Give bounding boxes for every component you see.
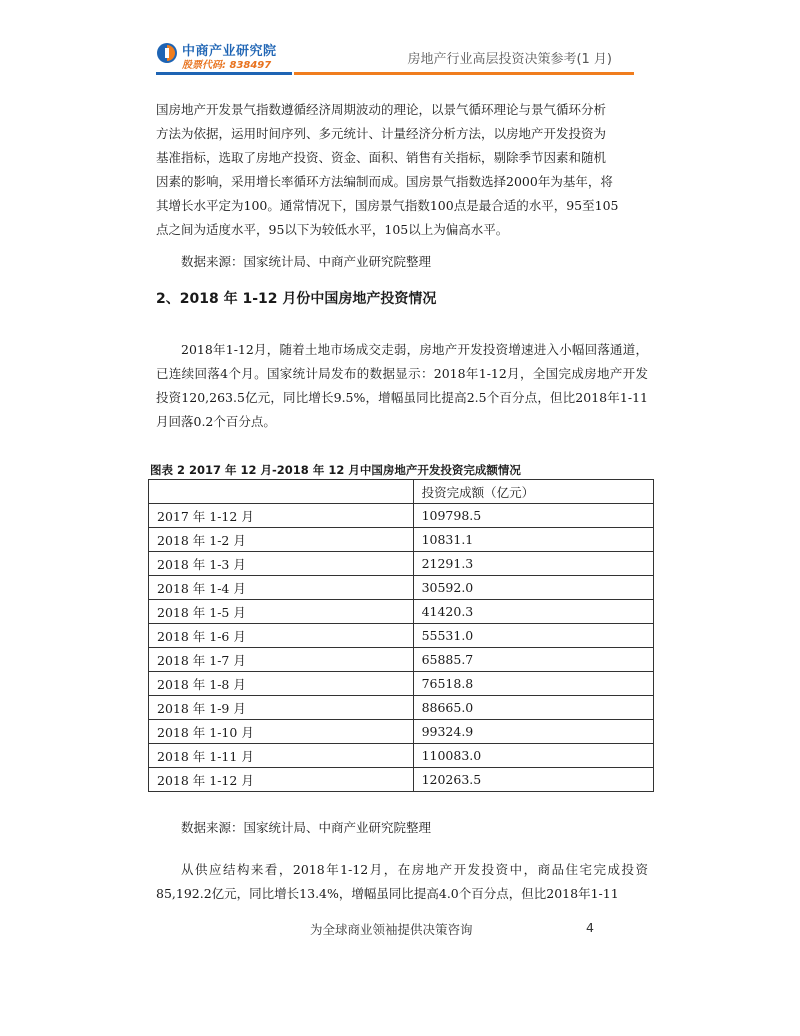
table-row	[149, 600, 654, 624]
period-cell: 2018 年 1-7 月	[149, 648, 414, 672]
value-cell: 109798.5	[413, 504, 653, 528]
page-number: 4	[586, 920, 594, 935]
value-cell: 41420.3	[413, 600, 653, 624]
period-cell: 2018 年 1-2 月	[149, 528, 414, 552]
investment-table	[148, 479, 654, 792]
period-cell: 2018 年 1-12 月	[149, 768, 414, 792]
page-header	[0, 0, 800, 80]
intro-line: 基准指标，选取了房地产投资、资金、面积、销售有关指标，剔除季节因素和随机	[156, 150, 607, 165]
table-header-cell	[149, 480, 414, 504]
table-row	[149, 744, 654, 768]
period-cell: 2018 年 1-5 月	[149, 600, 414, 624]
value-cell: 76518.8	[413, 672, 653, 696]
supply-paragraph: 从供应结构来看，2018年1-12月，在房地产开发投资中，商品住宅完成投资85,192.2亿元，同比增长13.4%，增幅虽同比提高4.0个百分点，但比2018年1-11	[156, 862, 648, 901]
period-cell: 2018 年 1-4 月	[149, 576, 414, 600]
intro-source: 数据来源：国家统计局、中商产业研究院整理	[181, 254, 432, 269]
table-caption: 图表 2 2017 年 12 月-2018 年 12 月中国房地产开发投资完成额情况	[150, 463, 521, 477]
section-paragraph: 2018年1-12月，随着土地市场成交走弱，房地产开发投资增速进入小幅回落通道，已连续回落4个月。国家统计局发布的数据显示：2018年1-12月，全国完成房地产开发投资120,263.5亿元，同比增长9.5%，增幅虽同比提高2.5个百分点，但比2018年1-11月回落0.2个百分点。	[156, 342, 648, 429]
table-row	[149, 576, 654, 600]
table-row	[149, 696, 654, 720]
table-header-cell: 投资完成额（亿元）	[413, 480, 653, 504]
period-cell: 2018 年 1-8 月	[149, 672, 414, 696]
period-cell: 2018 年 1-3 月	[149, 552, 414, 576]
section-title: 2、2018 年 1-12 月份中国房地产投资情况	[156, 291, 437, 307]
period-cell: 2017 年 1-12 月	[149, 504, 414, 528]
table-source: 数据来源：国家统计局、中商产业研究院整理	[181, 820, 432, 835]
header-rule-orange	[294, 72, 634, 75]
intro-line: 点之间为适度水平，95以下为较低水平，105以上为偏高水平。	[156, 222, 509, 237]
value-cell: 110083.0	[413, 744, 653, 768]
value-cell: 88665.0	[413, 696, 653, 720]
value-cell: 120263.5	[413, 768, 653, 792]
table-row	[149, 648, 654, 672]
intro-line: 国房地产开发景气指数遵循经济周期波动的理论，以景气循环理论与景气循环分析	[156, 102, 607, 117]
logo-mark-icon	[156, 42, 178, 64]
period-cell: 2018 年 1-10 月	[149, 720, 414, 744]
logo-name: 中商产业研究院	[182, 44, 277, 59]
table-row	[149, 624, 654, 648]
value-cell: 10831.1	[413, 528, 653, 552]
table-row	[149, 552, 654, 576]
value-cell: 30592.0	[413, 576, 653, 600]
period-cell: 2018 年 1-6 月	[149, 624, 414, 648]
report-title: 房地产行业高层投资决策参考(1 月)	[407, 52, 612, 67]
value-cell: 55531.0	[413, 624, 653, 648]
company-logo	[156, 40, 296, 70]
value-cell: 99324.9	[413, 720, 653, 744]
intro-paragraph	[156, 98, 648, 242]
table-row	[149, 720, 654, 744]
intro-line: 其增长水平定为100。通常情况下，国房景气指数100点是最合适的水平，95至105	[156, 198, 619, 213]
table-row	[149, 768, 654, 792]
logo-stock-code: 股票代码: 838497	[182, 60, 272, 71]
footer-slogan: 为全球商业领袖提供决策咨询	[310, 922, 473, 937]
intro-line: 方法为依据，运用时间序列、多元统计、计量经济分析方法，以房地产开发投资为	[156, 126, 607, 141]
period-cell: 2018 年 1-9 月	[149, 696, 414, 720]
table-row	[149, 528, 654, 552]
period-cell: 2018 年 1-11 月	[149, 744, 414, 768]
value-cell: 65885.7	[413, 648, 653, 672]
value-cell: 21291.3	[413, 552, 653, 576]
intro-line: 因素的影响，采用增长率循环方法编制而成。国房景气指数选择2000年为基年，将	[156, 174, 613, 189]
table-header-row	[149, 480, 654, 504]
table-row	[149, 672, 654, 696]
header-rule-blue	[156, 72, 292, 75]
table-row	[149, 504, 654, 528]
